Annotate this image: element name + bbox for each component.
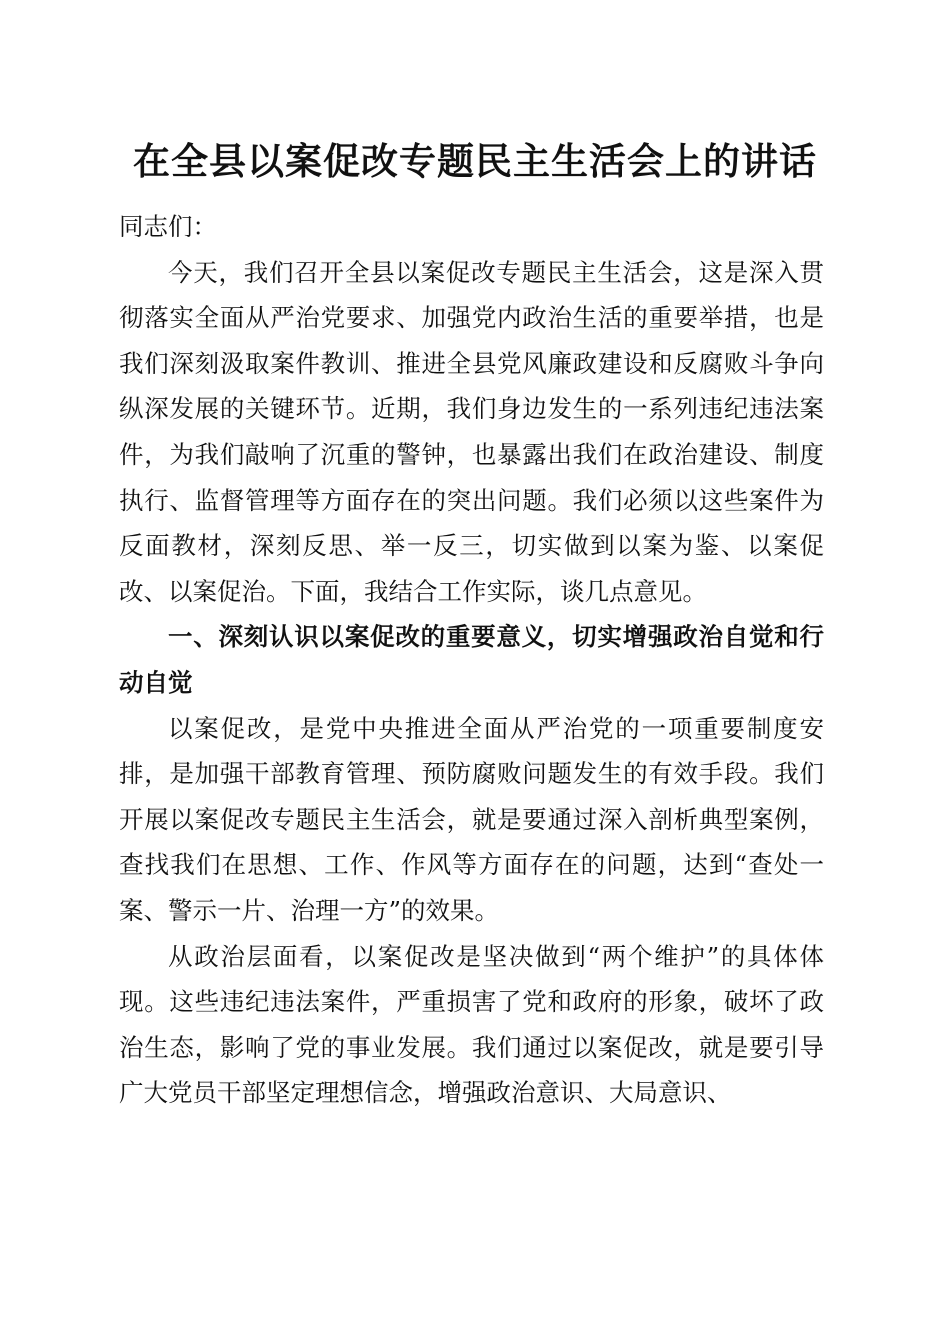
paragraph-intro: 今天，我们召开全县以案促改专题民主生活会，这是深入贯彻落实全面从严治党要求、加强党内政治生活的重要举措，也是我们深刻汲取案件教训、推进全县党风廉政建设和反腐败斗争向纵深发展的关键环节。近期，我们身边发生的一系列违纪违法案件，为我们敲响了沉重的警钟，也暴露出我们在政治建设、制度执行、监督管理等方面存在的突出问题。我们必须以这些案件为反面教材，深刻反思、举一反三，切实做到以案为鉴、以案促改、以案促治。下面，我结合工作实际，谈几点意见。 <box>119 257 824 606</box>
document-body <box>119 204 824 1116</box>
section-heading-1: 一、深刻认识以案促改的重要意义，切实增强政治自觉和行动自觉 <box>119 622 824 697</box>
paragraph-significance: 以案促改，是党中央推进全面从严治党的一项重要制度安排，是加强干部教育管理、预防腐败问题发生的有效手段。我们开展以案促改专题民主生活会，就是要通过深入剖析典型案例，查找我们在思想、工作、作风等方面存在的问题，达到“查处一案、警示一片、治理一方”的效果。 <box>119 713 824 925</box>
salutation: 同志们： <box>119 212 217 241</box>
document-title: 在全县以案促改专题民主生活会上的讲话 <box>133 139 817 183</box>
paragraph-political-level: 从政治层面看，以案促改是坚决做到“两个维护”的具体体现。这些违纪违法案件，严重损害了党和政府的形象，破坏了政治生态，影响了党的事业发展。我们通过以案促改，就是要引导广大党员干部坚定理想信念，增强政治意识、大局意识、 <box>119 941 824 1108</box>
